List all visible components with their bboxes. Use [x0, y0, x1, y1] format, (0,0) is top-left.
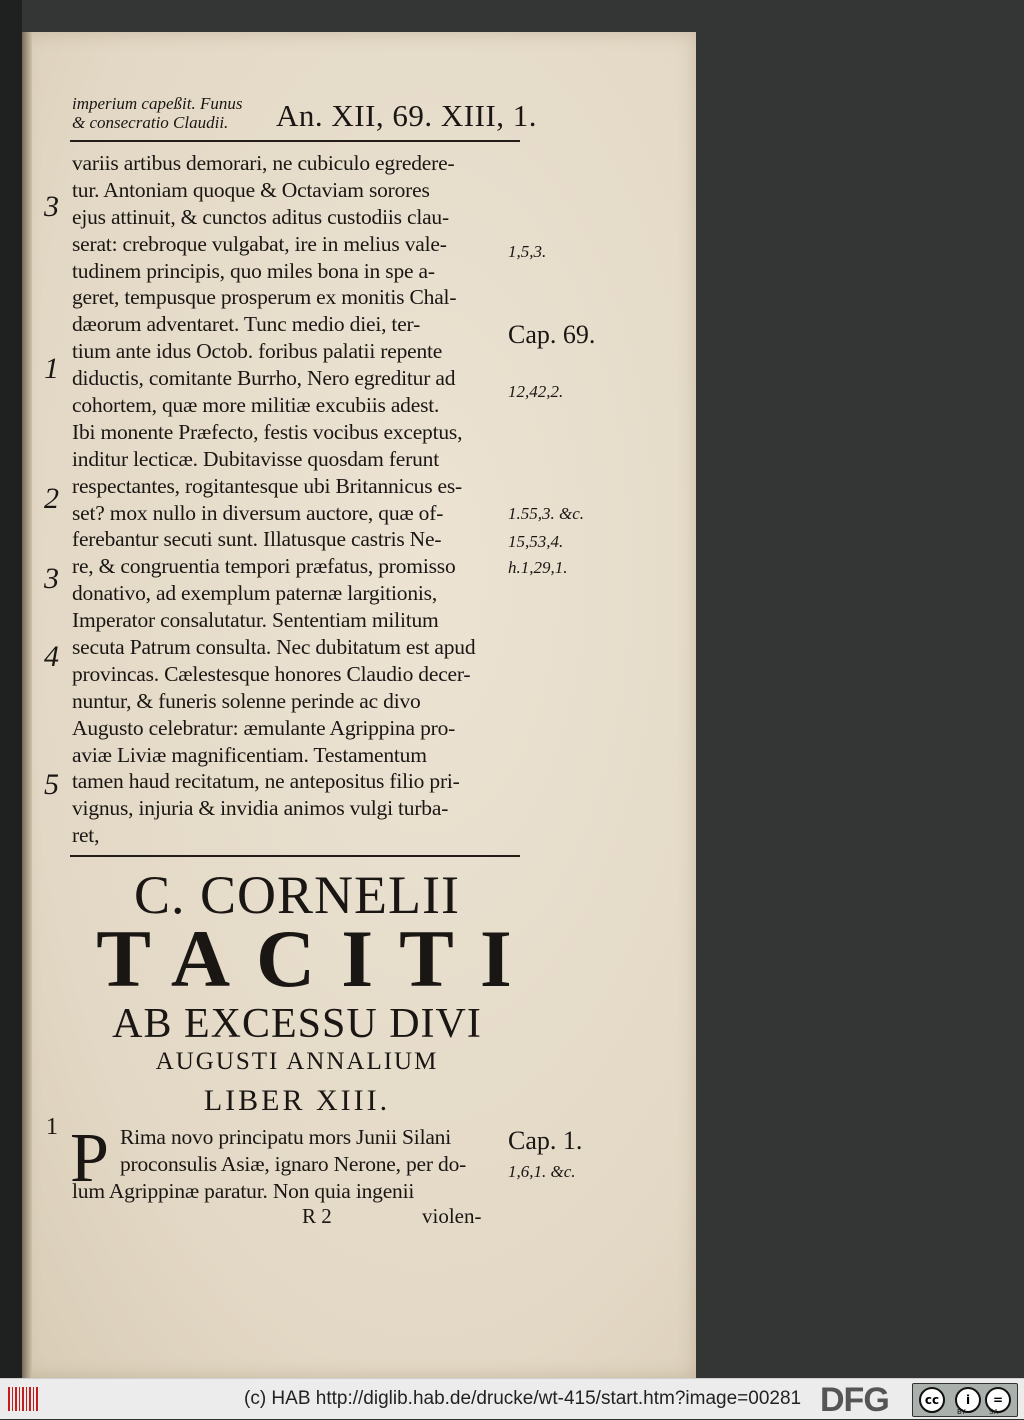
section-number: 3 [44, 190, 59, 223]
running-head-line: & consecratio Claudii. [72, 113, 229, 132]
section-number: 5 [44, 768, 59, 801]
text-line: serat: crebroque vulgabat, ire in melius vale- [72, 231, 447, 256]
text-line: tamen haud recitatum, ne antepositus filio pri- [72, 769, 460, 794]
text-line: Rima novo principatu mors Junii Silani [120, 1125, 452, 1149]
chapter-text [70, 1120, 522, 1205]
title-rule [70, 855, 520, 857]
dfg-logo[interactable]: DFG [820, 1381, 889, 1419]
text-line: cohortem, quæ more militiæ excubiis adest. [72, 393, 440, 418]
text-line: vignus, injuria & invidia animos vulgi turba- [72, 796, 449, 821]
page-binding-edge [22, 32, 32, 1378]
text-line: tudinem principis, quo miles bona in spe a- [72, 258, 435, 283]
text-line: ferebantur secuti sunt. Illatusque castris Ne- [72, 527, 442, 552]
margin-note: 12,42,2. [508, 382, 564, 401]
text-line: ret, [72, 823, 100, 848]
text-line: aviæ Liviæ magnificentiam. Testamentum [72, 742, 427, 767]
text-line: Imperator consalutatur. Sententiam militum [72, 608, 439, 633]
section-number: 2 [44, 482, 59, 515]
running-head-left [72, 94, 272, 132]
margin-note: 1,5,3. [508, 242, 547, 261]
text-line: respectantes, rogitantesque ubi Britannicus es- [72, 473, 463, 498]
text-line: secuta Patrum consulta. Nec dubitatum est apud [72, 635, 476, 660]
text-line: geret, tempusque prosperum ex monitis Chal- [72, 285, 457, 310]
chapter-number: 1 [46, 1114, 58, 1140]
cc-sa-label: SA [989, 1408, 999, 1416]
viewer-footer [0, 1378, 1024, 1419]
drop-cap: P [70, 1120, 109, 1197]
title-book: LIBER XIII. [203, 1084, 391, 1117]
copyright-link[interactable]: (c) HAB http://diglib.hab.de/drucke/wt-415/start.htm?image=00281 [244, 1388, 802, 1409]
creative-commons-badge[interactable] [912, 1383, 1018, 1417]
margin-note: h.1,29,1. [508, 558, 568, 577]
text-line: inditur lecticæ. Dubitavisse quosdam ferunt [72, 446, 439, 471]
title-name: TACITI [96, 913, 538, 1004]
text-line: Augusto celebratur: æmulante Agrippina pro- [72, 715, 456, 740]
book-page [22, 32, 696, 1378]
title-work-sub: AUGUSTI ANNALIUM [155, 1048, 439, 1075]
section-number: 3 [44, 562, 59, 595]
text-line: nuntur, & funeris solenne perinde ac divo [72, 688, 421, 713]
margin-note: 15,53,4. [508, 532, 564, 551]
title-author: C. CORNELII [134, 865, 460, 925]
text-line: ejus attinuit, & cunctos aditus custodiis clau- [72, 204, 449, 229]
cc-icon: cc [919, 1387, 945, 1413]
text-line: diductis, comitante Burrho, Nero egreditur ad [72, 366, 456, 391]
text-line: set? mox nullo in diversum auctore, quæ of- [72, 500, 444, 525]
margin-note: 1.55,3. &c. [508, 504, 585, 523]
margin-chapter: Cap. 69. [508, 320, 596, 349]
text-line: proconsulis Asiæ, ignaro Nerone, per do- [120, 1151, 467, 1176]
running-head-line: imperium capeßit. Funus [72, 94, 243, 113]
text-line: tur. Antoniam quoque & Octaviam sorores [72, 177, 430, 202]
text-line: provincas. Cælestesque honores Claudio decer- [72, 661, 471, 686]
text-line: tium ante idus Octob. foribus palatii repente [72, 339, 443, 364]
text-line: variis artibus demorari, ne cubiculo egredere- [72, 151, 455, 175]
margin-chapter: Cap. 1. [508, 1126, 583, 1155]
text-line: lum Agrippinæ paratur. Non quia ingenii [72, 1178, 415, 1203]
viewer-left-strip [0, 0, 22, 1378]
text-line: donativo, ad exemplum paternæ largitionis, [72, 581, 437, 606]
share-alike-icon: = [985, 1387, 1011, 1413]
text-line: Ibi monente Præfecto, festis vocibus exceptus, [72, 419, 463, 444]
running-head-right: An. XII, 69. XIII, 1. [276, 98, 538, 133]
title-work: AB EXCESSU DIVI [112, 1001, 482, 1047]
section-number: 4 [44, 640, 59, 673]
catchword: violen- [422, 1204, 482, 1228]
text-line: dæorum adventaret. Tunc medio diei, ter- [72, 312, 421, 337]
header-rule [70, 140, 520, 142]
hab-barcode-icon [8, 1387, 40, 1411]
margin-note: 1,6,1. &c. [508, 1162, 576, 1181]
cc-by-label: BY [957, 1408, 966, 1416]
text-line: re, & congruentia tempori præfatus, promisso [72, 554, 456, 579]
body-text [72, 150, 522, 849]
section-number: 1 [44, 352, 59, 385]
signature-mark: R 2 [302, 1204, 332, 1228]
by-attribution-icon: i [955, 1387, 981, 1413]
